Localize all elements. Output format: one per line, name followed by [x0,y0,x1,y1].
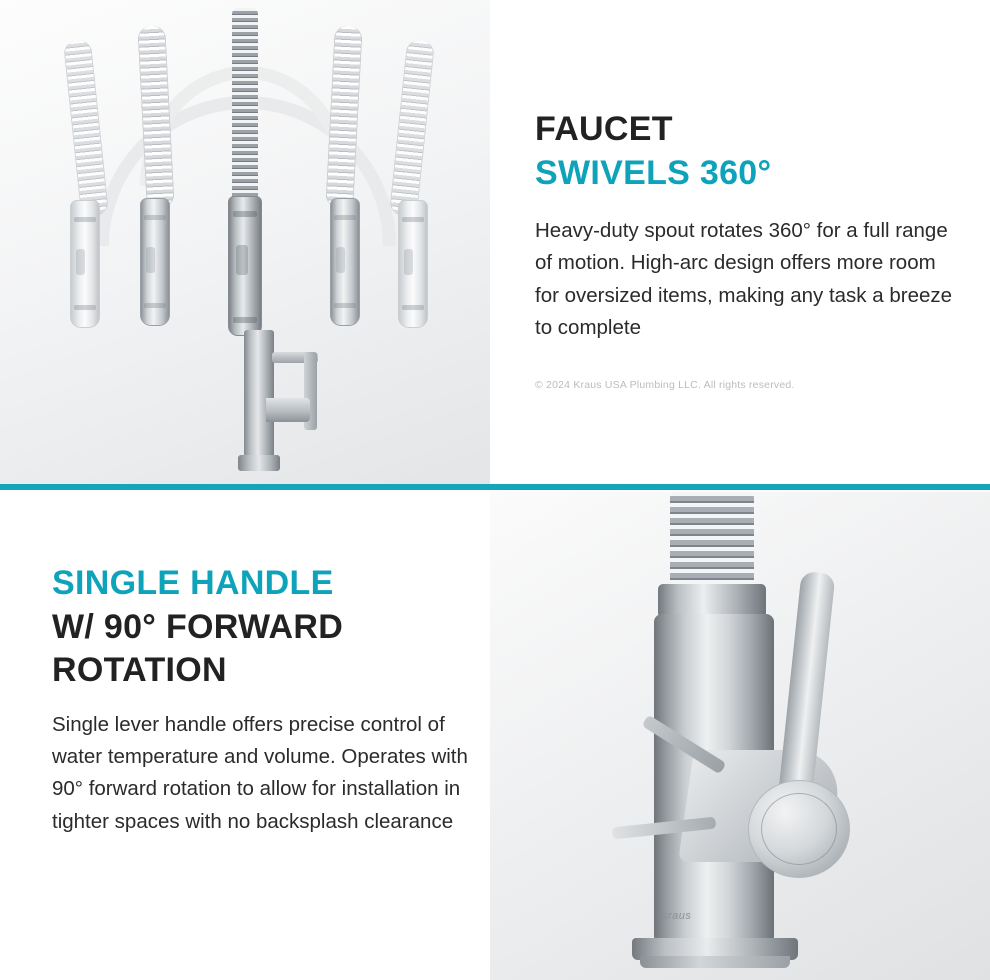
hose-coil [389,39,435,217]
brand-logo: kraus [662,910,692,922]
faucet-base-foot [640,956,790,968]
handle-pivot-cap [748,780,850,878]
single-handle-text-panel [0,492,490,980]
faucet-fan-illustration [0,0,490,487]
handle-pivot-ring [761,793,837,865]
bottom-left-heading-line3: ROTATION [52,651,227,690]
handle-closeup-image-panel [490,492,990,980]
bottom-left-body-text: Single lever handle offers precise control of water temperature and volume. Operates with 90° forward rotation to allow for installation in tighter spaces with no backsplash clearance [52,712,468,833]
spray-head [140,198,170,326]
handle-closeup-illustration [490,492,990,980]
spring-coil-segment [670,492,754,588]
top-right-body-text: Heavy-duty spout rotates 360° for a full range of motion. High-arc design offers more room for oversized items, making any task a breeze to complete [535,219,953,340]
faucet-spout-arm [266,398,310,422]
faucet-base [238,455,280,471]
bottom-left-heading-line1: SINGLE HANDLE [52,564,334,602]
spray-head [398,200,428,328]
swivel-fan-image-panel [0,0,490,487]
bottom-left-heading-line2: W/ 90° FORWARD [52,607,344,646]
handle-lever-blade [778,571,835,795]
copyright-notice: © 2024 Kraus USA Plumbing LLC. All rights reserved. [535,378,795,391]
faucet-collar [658,584,766,618]
faucet-body [244,330,274,460]
hose-coil [63,39,109,217]
faucet-spring-coil [232,8,258,208]
spray-head [330,198,360,326]
faucet-spray-head-main [228,196,262,336]
faucet-swivel-text-panel [490,0,990,487]
spray-head [70,200,100,328]
top-right-heading-line2: SWIVELS 360° [535,153,772,192]
teal-divider [0,484,990,490]
top-right-heading-line1: FAUCET [535,110,673,148]
